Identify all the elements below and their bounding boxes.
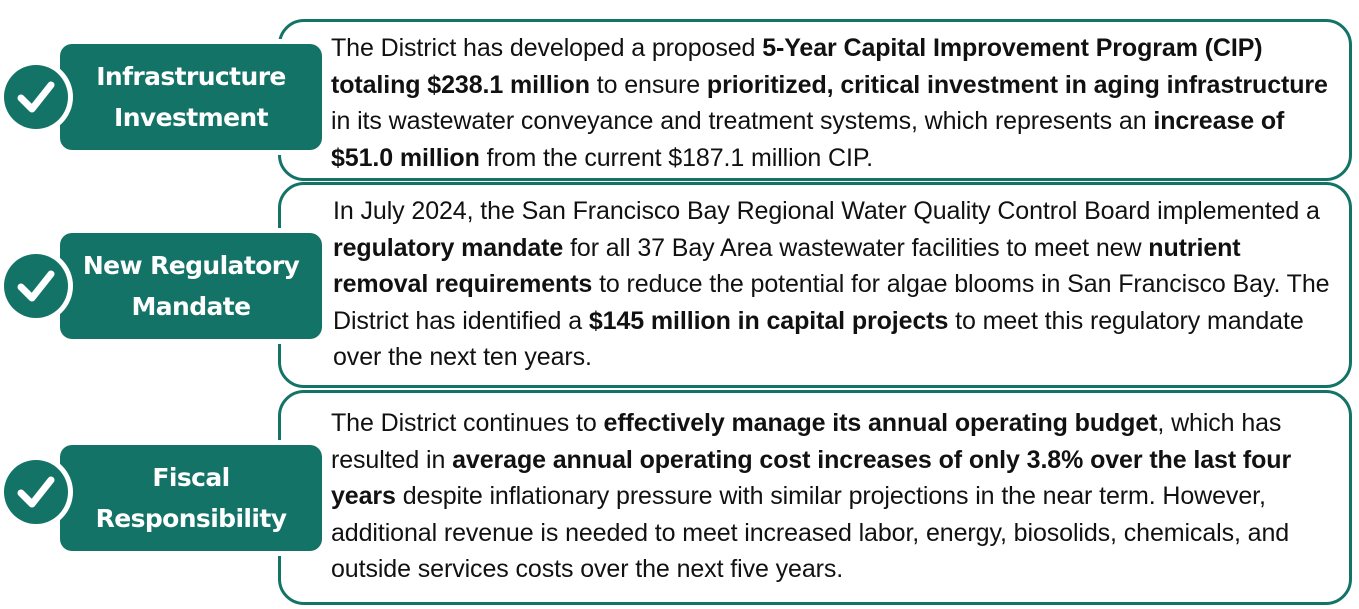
checkmark-icon [4,460,68,524]
bold-text-segment: regulatory mandate [333,233,564,262]
section-card-regulatory [278,182,1352,388]
bold-text-segment: prioritized, critical investment in aging infrastructure [706,70,1328,99]
text-segment: In July 2024, the San Francisco Bay Regional Water Quality Control Board implemented a [333,197,1320,225]
text-segment: to ensure [589,70,707,99]
text-segment: in its wastewater conveyance and treatment systems, which represents an [331,107,1154,136]
checkmark-icon [4,254,68,318]
bold-text-segment: effectively manage its annual operating budget [603,409,1158,437]
text-segment: The District has developed a proposed [331,34,763,62]
section-label-line2: Mandate [131,292,251,321]
section-label-infrastructure [60,44,322,150]
section-label-line1: New Regulatory [82,251,300,280]
bold-text-segment: nutrient removal requirements [333,233,1241,299]
section-card-infrastructure [278,19,1352,181]
bold-text-segment: $145 million in capital projects [588,306,949,335]
text-segment: , which has resulted in [331,409,1282,474]
section-text-regulatory [333,193,1335,376]
text-segment: to reduce the potential for algae blooms in San Francisco Bay. The District has identified a [333,270,1330,335]
section-label-regulatory [60,233,322,339]
checkmark-icon [4,65,68,129]
section-label-line1: Infrastructure [96,62,286,91]
section-label-line1: Fiscal [152,463,230,492]
text-segment: for all 37 Bay Area wastewater facilities to meet new [563,233,1149,262]
section-card-fiscal [278,390,1352,605]
text-segment: despite inflationary pressure with similar projections in the near term. However, additional revenue is needed to meet increased labor, energy, biosolids, chemicals, and outside services costs over the next five years. [331,482,1290,584]
section-text-infrastructure [331,30,1335,176]
section-label-line2: Responsibility [95,504,287,533]
text-segment: from the current $187.1 million CIP. [479,143,874,172]
bold-text-segment: increase of $51.0 million [331,107,1285,172]
text-segment: The District continues to [331,409,604,437]
section-label-fiscal [60,445,322,551]
bold-text-segment: 5-Year Capital Improvement Program (CIP) totaling $238.1 million [331,34,1263,99]
bold-text-segment: average annual operating cost increases of only 3.8% over the last four years [331,445,1292,511]
section-text-fiscal [331,405,1335,588]
text-segment: to meet this regulatory mandate over the next ten years. [333,306,1304,372]
section-label-line2: Investment [114,103,268,132]
